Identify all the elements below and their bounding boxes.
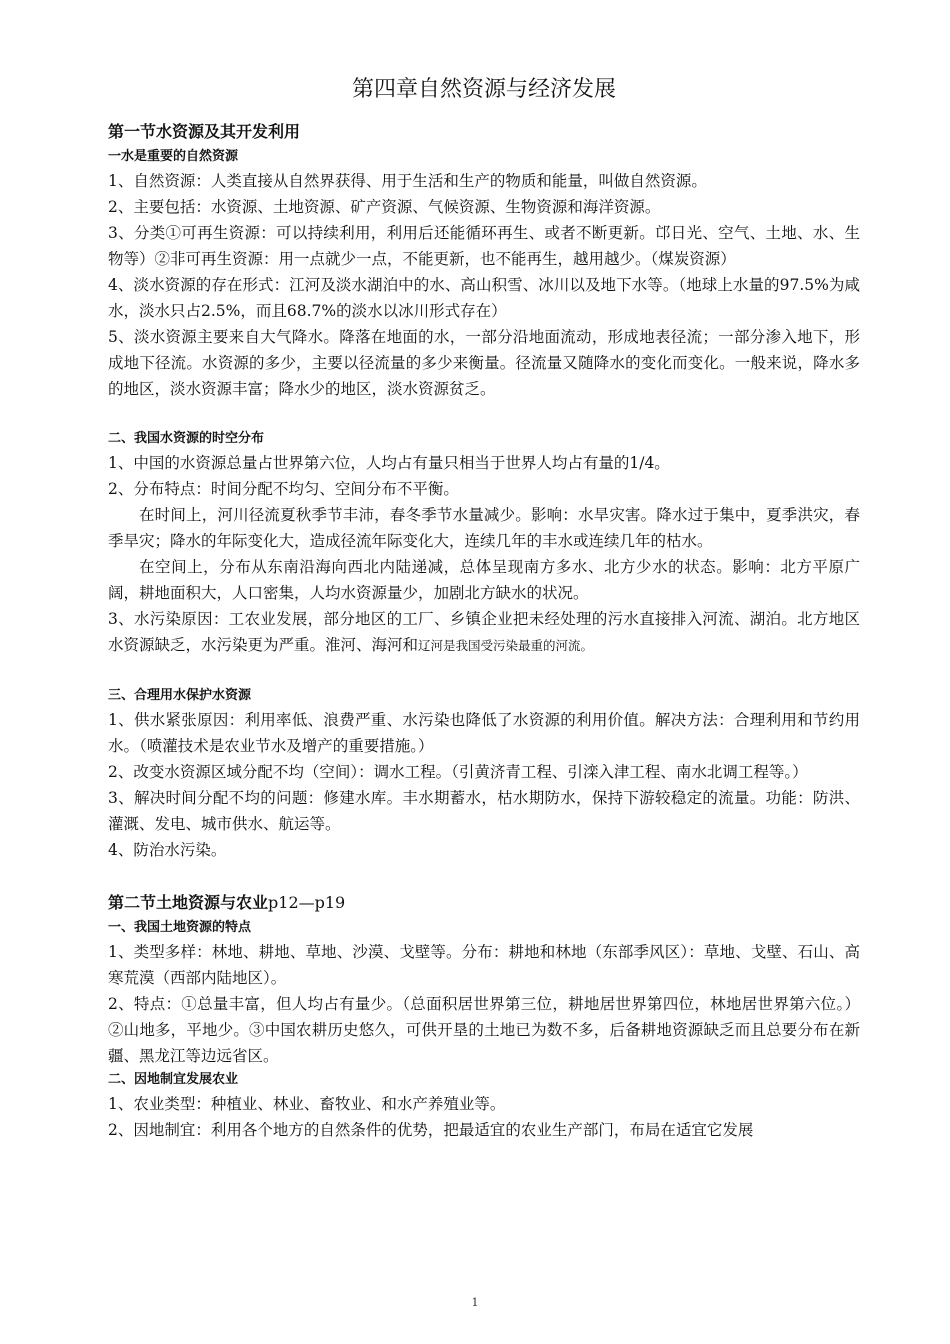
paragraph: 1、中国的水资源总量占世界第六位，人均占有量只相当于世界人均占有量的1/4。 xyxy=(108,454,670,472)
section-2-heading xyxy=(108,889,860,917)
page-content xyxy=(108,72,860,1143)
spacer xyxy=(108,659,860,685)
paragraph: 3、分类①可再生资源：可以持续利用，利用后还能循环再生、或者不断更新。邙日光、空气、土地、水、生物等）②非可再生资源：用一点就少一点，不能更新，也不能再生，越用越少。（煤炭资源） xyxy=(108,224,860,268)
spacer xyxy=(108,863,860,889)
subsection-1-2-heading: 二、我国水资源的时空分布 xyxy=(108,431,265,446)
paragraph: 2、改变水资源区域分配不均（空间）：调水工程。（引黄济青工程、引滦入津工程、南水北调工程等。） xyxy=(108,763,808,781)
paragraph: 1、农业类型：种植业、林业、畜牧业、和水产养殖业等。 xyxy=(108,1095,506,1113)
section-2-title: 第二节土地资源与农业 xyxy=(108,893,269,912)
subsection-2-1-heading: 一、我国土地资源的特点 xyxy=(108,920,252,935)
paragraph-text-small: 辽河是我国受污染最重的河流。 xyxy=(418,638,594,653)
paragraph: 2、分布特点：时间分配不均匀、空间分布不平衡。 xyxy=(108,480,459,498)
paragraph-text: 3、水污染原因：工农业发展，部分地区的工厂、乡镇企业把未经处理的污水直接排入河流、湖泊。北方地区水资源缺乏，水污染更为严重。淮河、海河和 xyxy=(108,610,860,654)
paragraph: 2、因地制宜：利用各个地方的自然条件的优势，把最适宜的农业生产部门，布局在适宜它发展 xyxy=(108,1121,754,1139)
section-2-page-range: p12—p19 xyxy=(268,893,346,912)
paragraph: 在空间上，分布从东南沿海向西北内陆递减，总体呈现南方多水、北方少水的状态。影响：北方平原广阔，耕地面积大，人口密集，人均水资源量少，加剧北方缺水的状况。 xyxy=(108,558,860,602)
section-1-heading: 第一节水资源及其开发利用 xyxy=(108,122,301,141)
paragraph: 4、防治水污染。 xyxy=(108,841,227,859)
paragraph: 2、主要包括：水资源、土地资源、矿产资源、气候资源、生物资源和海洋资源。 xyxy=(108,198,661,216)
spacer xyxy=(108,402,860,428)
paragraph: 1、供水紧张原因：利用率低、浪费严重、水污染也降低了水资源的利用价值。解决方法：合理利用和节约用水。（喷灌技术是农业节水及增产的重要措施。） xyxy=(108,711,860,755)
paragraph: 3、解决时间分配不均的问题：修建水库。丰水期蓄水，枯水期防水，保持下游较稳定的流量。功能：防洪、灌溉、发电、城市供水、航运等。 xyxy=(108,789,860,833)
paragraph: 在时间上，河川径流夏秋季节丰沛，春冬季节水量减少。影响：水旱灾害。降水过于集中，夏季洪灾，春季旱灾；降水的年际变化大，造成径流年际变化大，连续几年的丰水或连续几年的枯水。 xyxy=(108,506,860,550)
paragraph: 1、自然资源：人类直接从自然界获得、用于生活和生产的物质和能量，叫做自然资源。 xyxy=(108,172,707,190)
paragraph: 4、淡水资源的存在形式：江河及淡水湖泊中的水、高山积雪、冰川以及地下水等。（地球上水量的97.5%为咸水，淡水只占2.5%，而且68.7%的淡水以冰川形式存在） xyxy=(108,276,860,320)
chapter-title: 第四章自然资源与经济发展 xyxy=(351,77,616,102)
subsection-1-3-heading: 三、合理用水保护水资源 xyxy=(108,688,252,703)
subsection-2-2-heading: 二、因地制宜发展农业 xyxy=(108,1072,239,1087)
paragraph: 1、类型多样：林地、耕地、草地、沙漠、戈壁等。分布：耕地和林地（东部季风区）：草地、戈壁、石山、高寒荒漠（西部内陆地区）。 xyxy=(108,943,860,987)
paragraph: 5、淡水资源主要来自大气降水。降落在地面的水，一部分沿地面流动，形成地表径流；一部分渗入地下，形成地下径流。水资源的多少，主要以径流量的多少来衡量。径流量又随降水的变化而变化。一般来说，降水多的地区，淡水资源丰富；降水少的地区，淡水资源贫乏。 xyxy=(108,328,860,398)
paragraph: 2、特点：①总量丰富，但人均占有量少。（总面积居世界第三位，耕地居世界第四位，林地居世界第六位。）②山地多，平地少。③中国农耕历史悠久，可供开垦的土地已为数不多，后备耕地资源缺乏而且总要分布在新疆、黑龙江等边远省区。 xyxy=(108,995,860,1065)
page-number: 1 xyxy=(471,1296,479,1309)
subsection-1-1-heading: 一水是重要的自然资源 xyxy=(108,149,239,164)
paragraph xyxy=(108,606,860,659)
